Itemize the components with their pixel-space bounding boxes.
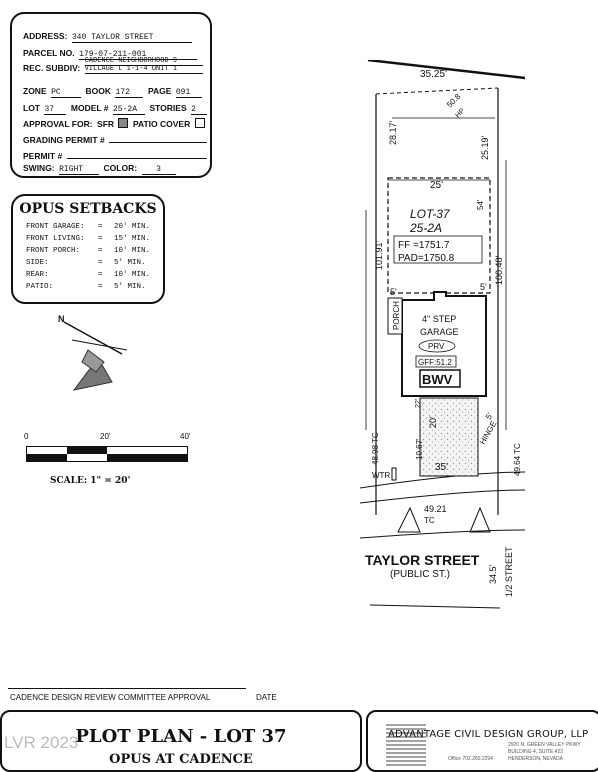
house-envelope	[388, 178, 490, 293]
setback-value: 10' MIN.	[114, 271, 151, 279]
plan-subtitle: OPUS AT CADENCE	[109, 752, 253, 767]
street-name: TAYLOR STREET	[365, 552, 480, 568]
parcel-value: 179-07-211-001	[79, 50, 197, 60]
plan-title: PLOT PLAN - LOT 37	[75, 726, 287, 747]
scale-tick-20: 20'	[100, 432, 111, 441]
drive-20: 20'	[428, 416, 438, 428]
subdiv-line2: VILLAGE L 1-1-4 UNIT 1	[85, 66, 203, 74]
approval-label: APPROVAL FOR:	[23, 119, 93, 129]
side-right: 5'	[480, 282, 487, 292]
tc-marker-left	[398, 508, 420, 532]
dim-left-setback: 28.17'	[388, 120, 398, 145]
setback-eq: =	[98, 259, 103, 267]
street-centerline	[370, 605, 500, 608]
subdiv-line1: CADENCE NEIGHBORHOOD 9	[85, 58, 203, 66]
plot-plan-drawing	[350, 60, 598, 620]
setback-value: 15' MIN.	[114, 235, 151, 243]
color-label: COLOR:	[103, 163, 138, 173]
lot-value: 37	[44, 105, 66, 115]
address-row	[23, 26, 192, 44]
driveway	[420, 398, 478, 476]
setback-eq: =	[98, 271, 103, 279]
setback-eq: =	[98, 235, 103, 243]
setback-name: SIDE:	[26, 259, 49, 267]
curb-line-2	[360, 490, 525, 503]
swing-row	[23, 158, 176, 176]
sfr-label: SFR	[97, 119, 115, 129]
zone-label: ZONE	[23, 86, 47, 96]
subdiv-label: REC. SUBDIV:	[23, 63, 81, 73]
setback-eq: =	[98, 283, 103, 291]
scale-bar	[24, 432, 194, 492]
approval-line	[8, 688, 246, 689]
pad-elev: PAD=1750.8	[398, 253, 455, 264]
prv-label: PRV	[428, 342, 445, 351]
setbacks-title: OPUS SETBACKS	[19, 201, 157, 217]
half-street: 34.5'	[488, 564, 498, 584]
grading-label: GRADING PERMIT #	[23, 135, 105, 145]
setback-name: REAR:	[26, 271, 49, 279]
dim-54: 54'	[476, 199, 485, 210]
page-value: 091	[176, 88, 202, 98]
model-label: MODEL #	[70, 103, 109, 113]
book-label: BOOK	[85, 86, 112, 96]
approval-label: CADENCE DESIGN REVIEW COMMITTEE APPROVAL	[10, 693, 211, 702]
garage-label: GARAGE	[420, 327, 459, 337]
drive-5: 5'	[483, 411, 495, 421]
tc-right: 49.64 TC	[513, 443, 522, 476]
water-meter	[392, 468, 396, 480]
subdiv-row	[23, 58, 203, 76]
dim-radius: 50.8	[445, 92, 463, 110]
drive-10-67: 10.67'	[415, 438, 424, 460]
zone-row	[23, 81, 202, 99]
drive-35: 35'	[435, 462, 449, 473]
half-street-sub: 1/2 STREET	[504, 546, 514, 597]
lot-title: LOT-37	[410, 207, 450, 221]
bwv-label: BWV	[422, 372, 453, 387]
setback-value: 20' MIN.	[114, 223, 151, 231]
setback-name: FRONT GARAGE:	[26, 223, 85, 231]
scale-tick-0: 0	[24, 432, 29, 441]
setback-value: 5' MIN.	[114, 283, 146, 291]
porch-label: PORCH	[392, 301, 401, 330]
dim-top: 35.25'	[420, 69, 447, 80]
model-title: 25-2A	[410, 221, 443, 235]
watermark: LVR 2023	[4, 733, 79, 752]
setback-name: FRONT PORCH:	[26, 247, 81, 255]
lot-label: LOT	[23, 103, 40, 113]
page-label: PAGE	[147, 86, 172, 96]
stories-value: 2	[191, 105, 207, 115]
zone-value: PC	[51, 88, 81, 98]
drive-22: 22'	[415, 398, 422, 408]
permit-label: PERMIT #	[23, 151, 63, 161]
curb-line-3	[360, 530, 525, 538]
tc-marker-right	[470, 508, 490, 532]
swing-label: SWING:	[23, 163, 55, 173]
north-arrow	[52, 310, 142, 400]
book-value: 172	[115, 88, 143, 98]
step-label: 4" STEP	[422, 314, 457, 324]
rear-setback-line	[376, 88, 498, 94]
firm-addr3: HENDERSON, NEVADA	[508, 756, 563, 762]
tc-bottom: 49.21	[424, 504, 447, 514]
firm-addr1: 2920 N. GREEN VALLEY PKWY	[508, 742, 581, 748]
side-left: 5'	[390, 287, 397, 297]
lot-info-box	[10, 12, 212, 178]
firm-block	[366, 710, 598, 772]
tc-bottom-sub: TC	[424, 516, 435, 525]
model-value: 25-2A	[113, 105, 145, 115]
firm-phone: Office 702.260.2294	[448, 756, 493, 762]
date-label: DATE	[256, 693, 277, 702]
parcel-label: PARCEL NO.	[23, 48, 75, 58]
gff-label: GFF:51.2	[418, 358, 452, 367]
color-value: 3	[142, 165, 176, 175]
scale-text: SCALE: 1" = 20'	[50, 476, 131, 486]
dim-left-depth: 101.91'	[374, 240, 384, 270]
address-label: ADDRESS:	[23, 31, 68, 41]
sfr-checkbox	[118, 118, 128, 128]
setback-name: FRONT LIVING:	[26, 235, 85, 243]
setback-value: 10' MIN.	[114, 247, 151, 255]
firm-name: ADVANTAGE CIVIL DESIGN GROUP, LLP	[388, 729, 589, 740]
dim-radius-sub: HP	[454, 107, 467, 120]
patio-checkbox	[195, 118, 205, 128]
setback-value: 5' MIN.	[114, 259, 146, 267]
tc-left: 48.98 TC	[371, 432, 380, 465]
north-letter: N	[58, 314, 65, 324]
scale-graphic	[26, 446, 188, 462]
dim-right-setback: 25.19'	[480, 135, 490, 160]
firm-addr2: BUILDING 4, SUITE 422	[508, 749, 564, 755]
setback-eq: =	[98, 223, 103, 231]
scale-tick-40: 40'	[180, 432, 191, 441]
swing-value: RIGHT	[59, 165, 99, 175]
stories-label: STORIES	[149, 103, 187, 113]
patio-label: PATIO COVER	[132, 119, 191, 129]
street-sub: (PUBLIC ST.)	[390, 569, 451, 580]
setback-name: PATIO:	[26, 283, 54, 291]
grading-line	[109, 133, 207, 143]
north-line-a	[64, 322, 122, 354]
setback-eq: =	[98, 247, 103, 255]
ff-elev: FF =1751.7	[398, 240, 450, 251]
dim-right-depth: 100.48'	[494, 255, 504, 285]
wtr-label: WTR	[372, 471, 391, 480]
setbacks-box	[11, 194, 165, 304]
hinge-label: HINGE	[477, 419, 499, 446]
dim-width: 25'	[430, 180, 444, 191]
address-value: 340 TAYLOR STREET	[72, 33, 192, 43]
